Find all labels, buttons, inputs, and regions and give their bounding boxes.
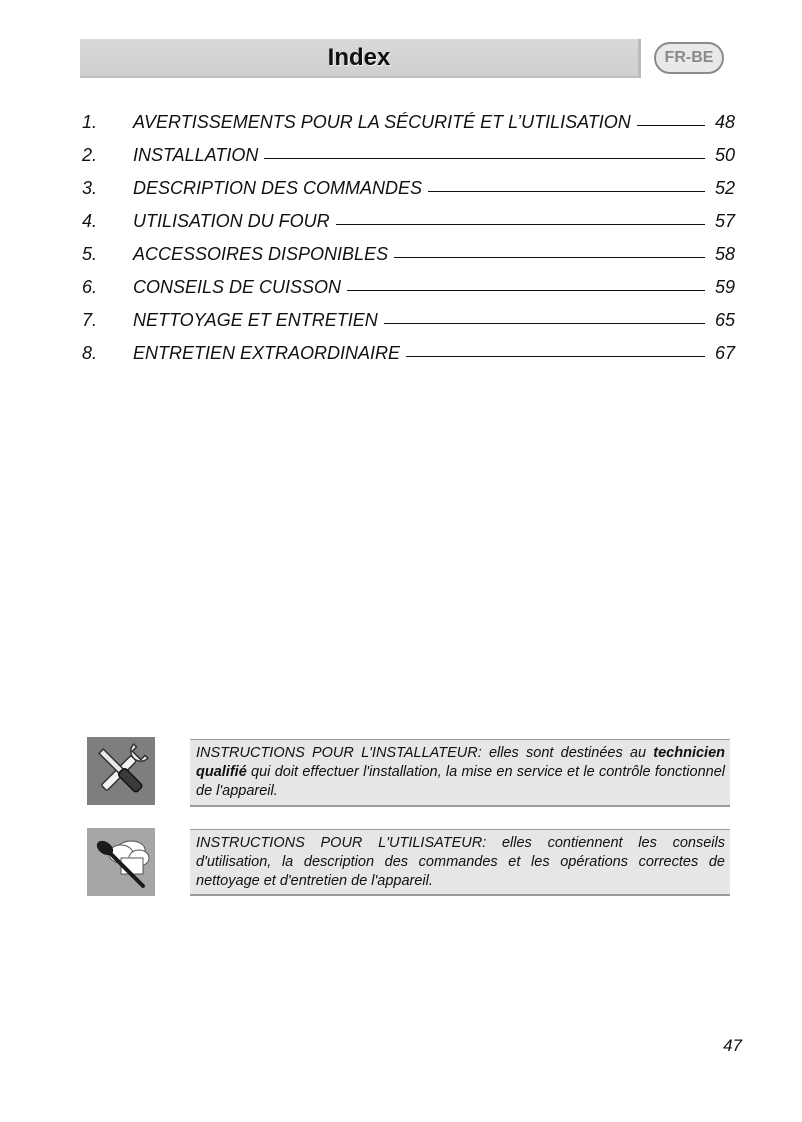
toc-page: 67 — [714, 343, 735, 363]
toc-leader — [428, 191, 705, 192]
user-notice: INSTRUCTIONS POUR L'UTILISATEUR: elles contiennent les conseils d'utilisation, la description des commandes et les opérations correctes de nettoyage et d'entretien de l'appareil. — [190, 829, 730, 896]
table-of-contents — [82, 112, 735, 376]
toc-page: 52 — [714, 178, 735, 198]
toc-leader — [394, 257, 705, 258]
installer-notice-bold: technicien qualifié — [196, 745, 725, 780]
toc-number: 6. — [82, 277, 98, 297]
toc-number: 2. — [82, 145, 98, 165]
toc-entry[interactable] — [82, 310, 735, 343]
installer-notice-text-end: qui doit effectuer l'installation, la mise en service et le contrôle fonctionnel de l'appareil. — [196, 764, 725, 799]
toc-page: 57 — [714, 211, 735, 231]
toc-entry[interactable] — [82, 178, 735, 211]
toc-page: 58 — [714, 244, 735, 264]
toc-title: NETTOYAGE ET ENTRETIEN — [133, 310, 378, 330]
toc-leader — [264, 158, 705, 159]
toc-number: 5. — [82, 244, 98, 264]
toc-number: 8. — [82, 343, 98, 363]
page-title: Index — [327, 43, 391, 71]
toc-number: 1. — [82, 112, 98, 132]
toc-title: ACCESSOIRES DISPONIBLES — [133, 244, 389, 264]
installer-notice-text: INSTRUCTIONS POUR L'INSTALLATEUR: elles sont destinées au — [196, 745, 654, 761]
toc-title: DESCRIPTION DES COMMANDES — [133, 178, 423, 198]
tools-icon — [87, 737, 155, 805]
toc-number: 3. — [82, 178, 98, 198]
toc-title: CONSEILS DE CUISSON — [133, 277, 342, 297]
toc-title: AVERTISSEMENTS POUR LA SÉCURITÉ ET L’UTILISATION — [133, 112, 631, 132]
toc-number: 7. — [82, 310, 98, 330]
toc-title: INSTALLATION — [133, 145, 259, 165]
installer-notice — [190, 739, 730, 807]
toc-entry[interactable] — [82, 112, 735, 145]
toc-title: ENTRETIEN EXTRAORDINAIRE — [133, 343, 401, 363]
toc-leader — [637, 125, 705, 126]
toc-entry[interactable] — [82, 343, 735, 376]
toc-leader — [384, 323, 705, 324]
toc-page: 59 — [714, 277, 735, 297]
toc-leader — [347, 290, 705, 291]
header-bar — [80, 39, 641, 78]
toc-leader — [406, 356, 705, 357]
toc-entry[interactable] — [82, 277, 735, 310]
toc-entry[interactable] — [82, 244, 735, 277]
toc-page: 50 — [714, 145, 735, 165]
chef-spoon-icon — [87, 828, 155, 896]
toc-leader — [336, 224, 705, 225]
toc-title: UTILISATION DU FOUR — [133, 211, 330, 231]
toc-page: 65 — [714, 310, 735, 330]
page-number: 47 — [723, 1036, 742, 1055]
toc-number: 4. — [82, 211, 98, 231]
toc-page: 48 — [714, 112, 735, 132]
toc-entry[interactable] — [82, 145, 735, 178]
toc-entry[interactable] — [82, 211, 735, 244]
language-badge: FR-BE — [654, 42, 724, 74]
